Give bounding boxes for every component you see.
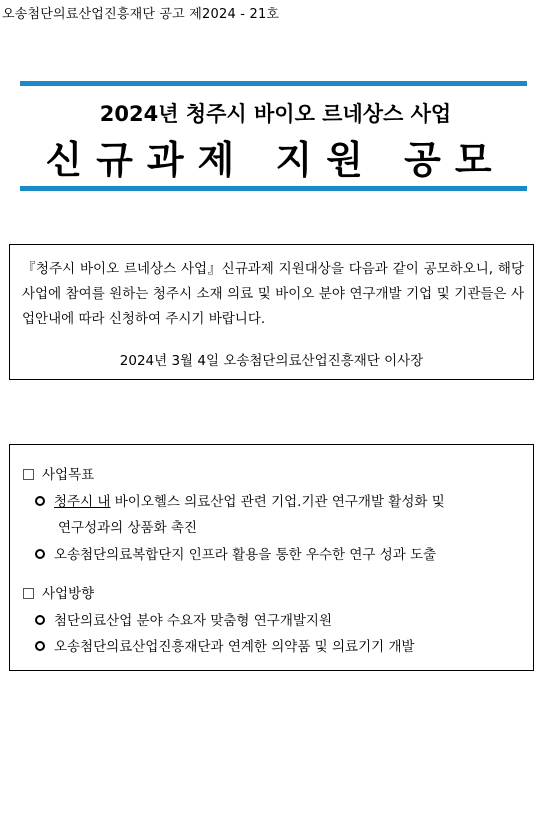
content-box (9, 444, 534, 671)
bullet-item (35, 609, 332, 629)
date-signature: 2024년 3월 4일 오송첨단의료산업진흥재단 이사장 (119, 353, 424, 369)
bullet-continuation: 연구성과의 상품화 촉진 (58, 520, 197, 536)
checkbox-square-icon (23, 588, 34, 599)
circle-bullet-icon (35, 496, 45, 506)
bullet-text: 오송첨단의료산업진흥재단과 연계한 의약품 및 의료기기 개발 (54, 639, 415, 655)
bullet-item (35, 490, 445, 510)
title-line-1: 2024년 청주시 바이오 르네상스 사업 (99, 102, 452, 126)
section-heading-goals (23, 463, 94, 483)
notice-number: 오송첨단의료산업진흥재단 공고 제2024 - 21호 (2, 7, 280, 22)
title-bottom-rule (20, 186, 527, 191)
circle-bullet-icon (35, 549, 45, 559)
intro-text: 『청주시 바이오 르네상스 사업』신규과제 지원대상을 다음과 같이 공모하오니, 해당 사업에 참여를 원하는 청주시 소재 의료 및 바이오 분야 연구개발 기업 및 기관들은 사업안내에 따라 신청하여 주시기 바랍니다. (22, 261, 524, 327)
section-heading-label: 사업목표 (42, 467, 95, 483)
circle-bullet-icon (35, 641, 45, 651)
bullet-emphasis: 청주시 내 (54, 494, 111, 510)
bullet-text: 첨단의료산업 분야 수요자 맞춤형 연구개발지원 (54, 613, 332, 629)
checkbox-square-icon (23, 469, 34, 480)
section-heading-label: 사업방향 (42, 586, 95, 602)
bullet-item (35, 635, 415, 655)
circle-bullet-icon (35, 615, 45, 625)
title-line-2: 신규과제 지원 공모 (45, 138, 506, 182)
bullet-text: 오송첨단의료복합단지 인프라 활용을 통한 우수한 연구 성과 도출 (54, 547, 437, 563)
section-heading-direction (23, 582, 94, 602)
bullet-item (35, 543, 436, 563)
bullet-text: 바이오헬스 의료산업 관련 기업.기관 연구개발 활성화 및 (110, 494, 445, 510)
intro-box (9, 244, 534, 380)
title-top-rule (20, 81, 527, 86)
